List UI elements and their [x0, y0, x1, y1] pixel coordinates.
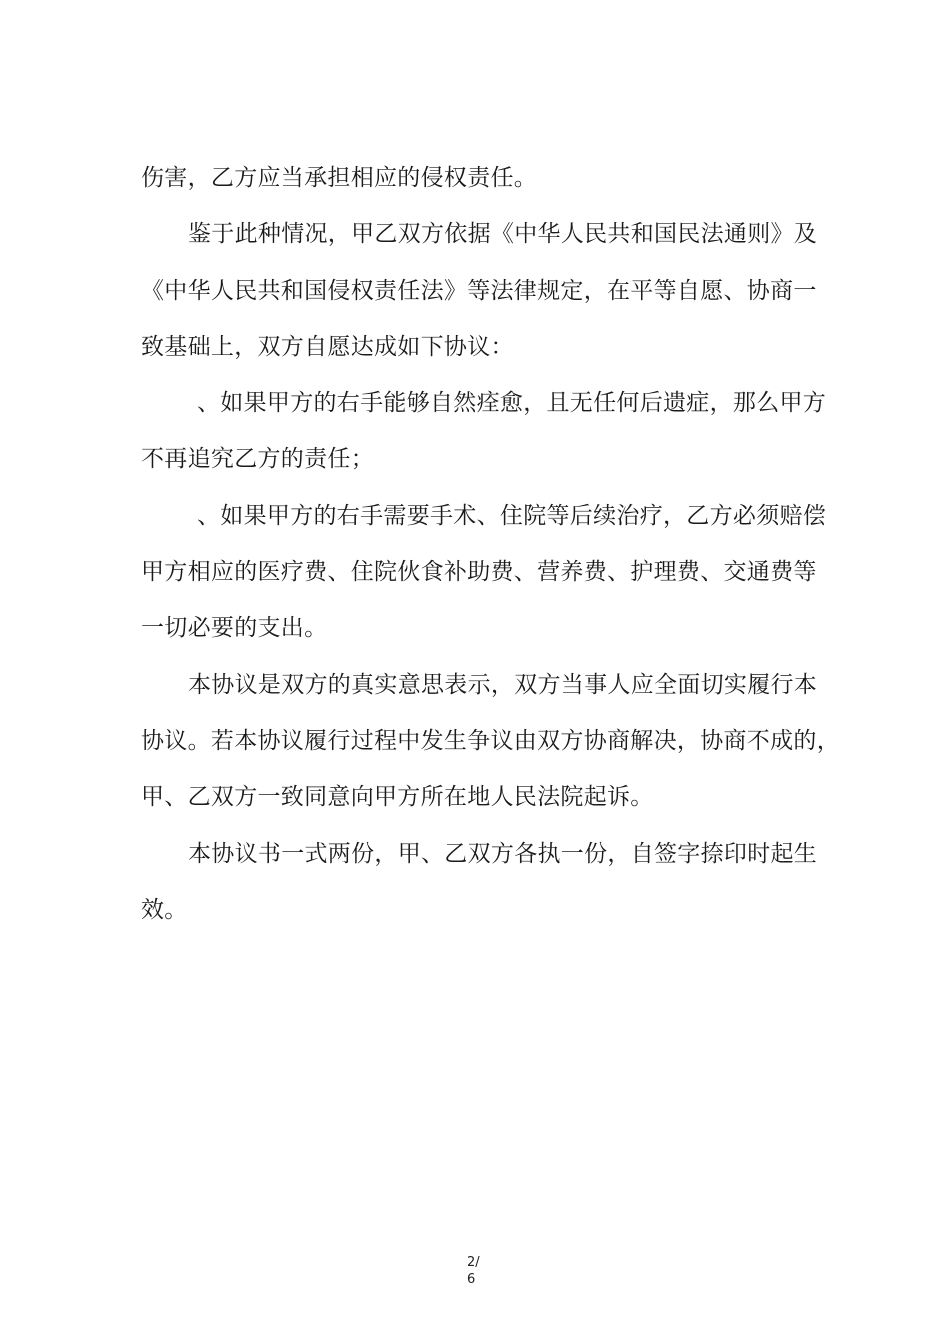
text-line: 致基础上，双方自愿达成如下协议： [141, 333, 514, 360]
text-line: 一切必要的支出。 [141, 615, 328, 642]
text-line: 鉴于此种情况，甲乙双方依据《中华人民共和国民法通则》及 [188, 221, 818, 248]
text-line: 本协议书一式两份，甲、乙双方各执一份，自签字捺印时起生 [188, 840, 818, 867]
text-line: 不再追究乙方的责任； [141, 446, 374, 473]
page-number-total: 6 [467, 1272, 476, 1287]
document-body [141, 150, 840, 938]
text-line: 《中华人民共和国侵权责任法》等法律规定，在平等自愿、协商一 [141, 277, 817, 304]
text-line: 、如果甲方的右手需要手术、住院等后续治疗，乙方必须赔偿 [197, 502, 827, 529]
page-number-current: 2/ [467, 1255, 480, 1270]
text-line: 本协议是双方的真实意思表示，双方当事人应全面切实履行本 [188, 671, 818, 698]
text-line: 甲、乙双方一致同意向甲方所在地人民法院起诉。 [141, 784, 654, 811]
text-line: 甲方相应的医疗费、住院伙食补助费、营养费、护理费、交通费等 [141, 559, 817, 586]
text-line: 、如果甲方的右手能够自然痊愈，且无任何后遗症，那么甲方 [197, 390, 827, 417]
text-line: 协议。若本协议履行过程中发生争议由双方协商解决，协商不成的， [141, 727, 840, 754]
page-number [467, 1254, 480, 1288]
text-line: 伤害，乙方应当承担相应的侵权责任。 [141, 165, 538, 191]
text-line: 效。 [141, 896, 188, 923]
